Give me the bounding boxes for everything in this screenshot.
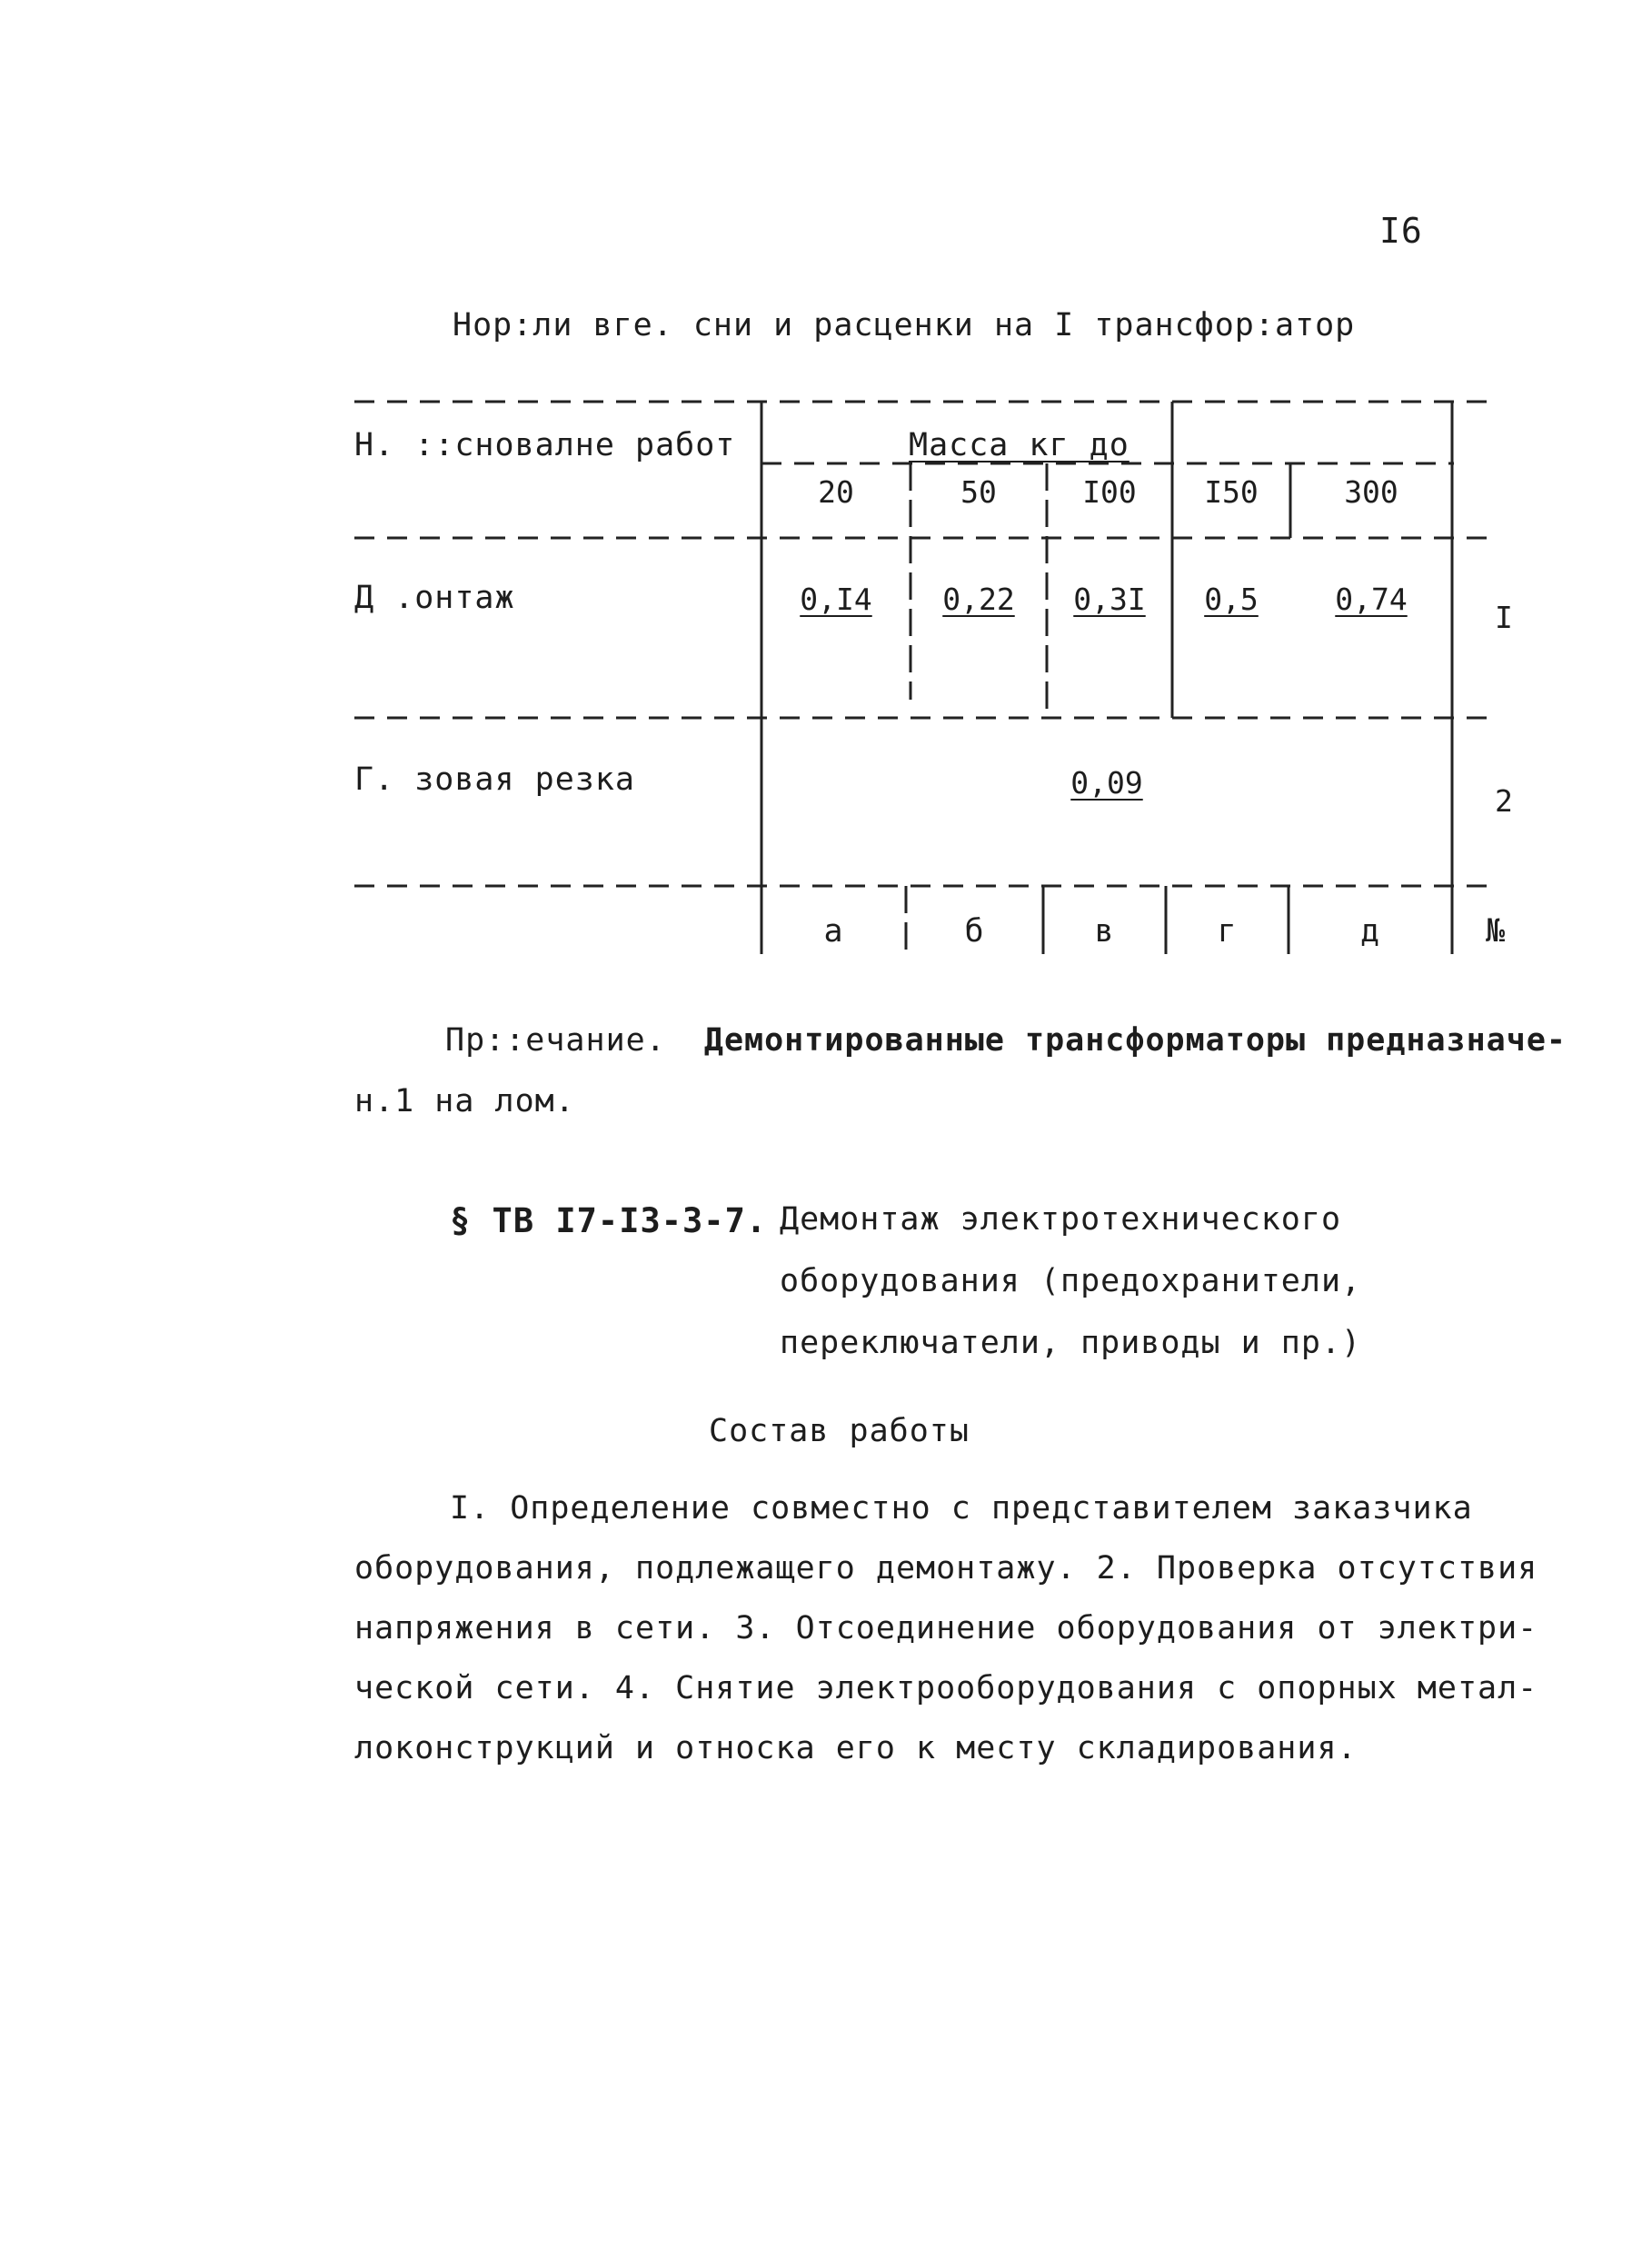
row-label-gas-cutting: Г. зовая резка: [354, 761, 636, 798]
note-text-bold: Демонтированные трансформаторы предназначе-: [703, 1022, 1567, 1059]
table-header-label: Н. ::сновалне работ: [354, 427, 736, 463]
col-letter-a: а: [823, 913, 844, 950]
composition-line-3: напряжения в сети. 3. Отсоединение оборудования от электри-: [354, 1610, 1538, 1646]
mass-col-100: I00: [1082, 474, 1137, 510]
composition-line-1: I. Определение совместно с представителем заказчика: [450, 1490, 1473, 1527]
row-label-dismantling: Д .онтаж: [354, 580, 515, 616]
row1-value-b: 0,22: [942, 582, 1015, 617]
row1-value-d: 0,74: [1335, 582, 1408, 617]
note-label: Пр::ечание.: [445, 1022, 666, 1059]
table-title: Нор:ли вге. сни и расценки на I трансфор:атор: [453, 307, 1356, 343]
row1-number: I: [1495, 600, 1513, 635]
mass-col-300: 300: [1344, 474, 1398, 510]
col-letter-b: б: [964, 913, 985, 950]
mass-header: Масса кг до: [909, 427, 1129, 463]
section-title-line-1: Демонтаж электротехнического: [780, 1201, 1342, 1238]
composition-heading: Состав работы: [709, 1413, 970, 1449]
col-letter-v: в: [1094, 913, 1115, 950]
section-title-line-3: переключатели, приводы и пр.): [780, 1325, 1362, 1361]
note-line-2: н.1 на лом.: [354, 1083, 575, 1119]
mass-col-20: 20: [818, 474, 854, 510]
composition-line-5: локонструкций и относка его к месту складирования.: [354, 1730, 1358, 1766]
row1-value-a: 0,I4: [800, 582, 872, 617]
mass-col-50: 50: [960, 474, 997, 510]
number-sign: №: [1486, 913, 1507, 950]
col-letter-g: г: [1217, 913, 1238, 950]
section-title-line-2: оборудования (предохранители,: [780, 1263, 1362, 1299]
row1-value-v: 0,3I: [1073, 582, 1146, 617]
composition-line-2: оборудования, подлежащего демонтажу. 2. Проверка отсутствия: [354, 1550, 1538, 1587]
row1-value-g: 0,5: [1204, 582, 1259, 617]
note-line-1: [445, 1022, 1567, 1059]
composition-line-4: ческой сети. 4. Снятие электрооборудования с опорных метал-: [354, 1670, 1538, 1706]
col-letter-d: д: [1359, 913, 1381, 950]
section-code: § ТВ I7-I3-3-7.: [450, 1201, 768, 1240]
mass-col-150: I50: [1204, 474, 1259, 510]
page-number: I6: [1379, 211, 1423, 251]
row2-number: 2: [1495, 783, 1513, 819]
row2-value: 0,09: [1070, 765, 1143, 801]
